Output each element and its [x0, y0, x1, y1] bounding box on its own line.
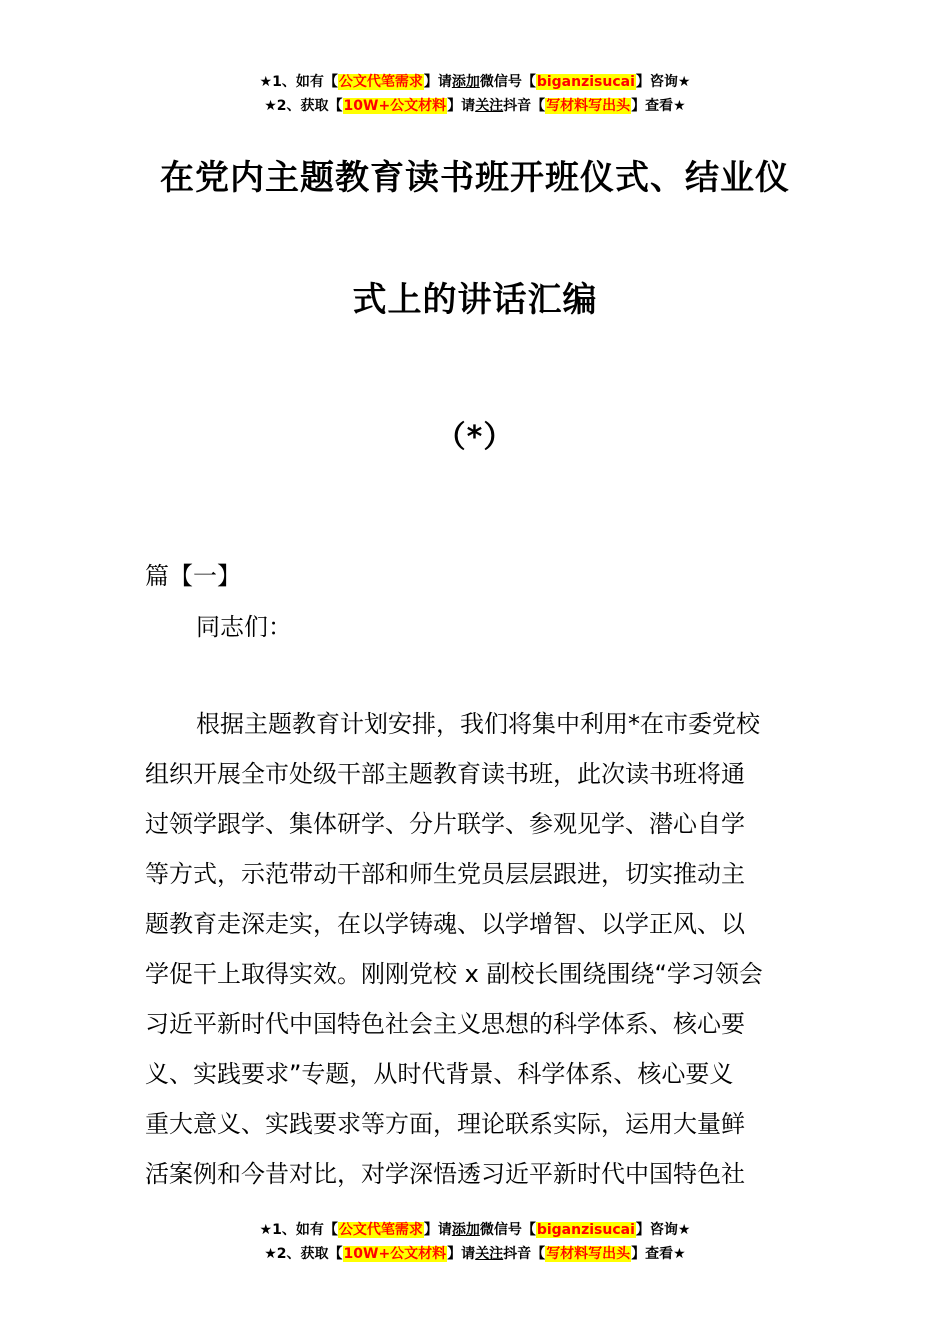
promo-highlight: 写材料写出头 [546, 98, 631, 114]
promo-highlight: 10W+公文材料 [343, 98, 447, 114]
promo-text: 】请 [447, 1246, 476, 1262]
footer-promo-banner [0, 1218, 950, 1266]
promo-highlight: biganzisucai [536, 1222, 635, 1238]
promo-underline: 关注 [475, 1246, 504, 1262]
promo-text: 】查看★ [631, 98, 686, 114]
document-title-line-2: 式上的讲话汇编 [352, 280, 598, 320]
promo-text: 】咨询★ [635, 1222, 691, 1238]
promo-text: 微信号【 [479, 74, 536, 90]
paragraph-line: 等方式，示范带动干部和师生党员层层跟进，切实推动主 [145, 860, 745, 888]
promo-highlight: 公文代笔需求 [338, 1222, 423, 1238]
promo-line-1 [0, 70, 950, 94]
paragraph-line: 学促干上取得实效。刚刚党校 x 副校长围绕围绕“学习领会 [145, 960, 763, 988]
document-title-line-1: 在党内主题教育读书班开班仪式、结业仪 [160, 158, 790, 198]
paragraph-line: 组织开展全市处级干部主题教育读书班，此次读书班将通 [145, 760, 745, 788]
promo-highlight: biganzisucai [536, 74, 635, 90]
paragraph-line: 过领学跟学、集体研学、分片联学、参观见学、潜心自学 [145, 810, 745, 838]
section-heading: 篇【一】 [145, 562, 241, 590]
promo-text: ★1、如有【 [259, 1222, 338, 1238]
promo-line-2 [0, 1242, 950, 1266]
promo-line-2 [0, 94, 950, 118]
promo-text: 】查看★ [631, 1246, 686, 1262]
promo-text: 抖音【 [503, 1246, 546, 1262]
paragraph-line: 根据主题教育计划安排，我们将集中利用*在市委党校 [196, 710, 760, 738]
body-paragraph [145, 704, 805, 1204]
promo-highlight: 公文代笔需求 [338, 74, 423, 90]
promo-line-1 [0, 1218, 950, 1242]
paragraph-line: 习近平新时代中国特色社会主义思想的科学体系、核心要 [145, 1010, 745, 1038]
paragraph-line: 重大意义、实践要求等方面，理论联系实际，运用大量鲜 [145, 1110, 745, 1138]
promo-text: 】咨询★ [635, 74, 691, 90]
promo-underline: 添加 [451, 74, 480, 90]
greeting: 同志们： [196, 613, 292, 641]
promo-highlight: 10W+公文材料 [343, 1246, 447, 1262]
promo-text: 抖音【 [503, 98, 546, 114]
promo-highlight: 写材料写出头 [546, 1246, 631, 1262]
promo-underline: 添加 [451, 1222, 480, 1238]
promo-text: 】请 [447, 98, 476, 114]
promo-text: 】请 [423, 1222, 452, 1238]
promo-text: ★2、获取【 [264, 1246, 343, 1262]
promo-text: 】请 [423, 74, 452, 90]
promo-underline: 关注 [475, 98, 504, 114]
promo-text: ★1、如有【 [259, 74, 338, 90]
paragraph-line: 活案例和今昔对比，对学深悟透习近平新时代中国特色社 [145, 1160, 745, 1188]
header-promo-banner [0, 70, 950, 118]
promo-text: 微信号【 [479, 1222, 536, 1238]
document-title-line-3: （*） [435, 420, 515, 455]
paragraph-line: 题教育走深走实，在以学铸魂、以学增智、以学正风、以 [145, 910, 745, 938]
promo-text: ★2、获取【 [264, 98, 343, 114]
paragraph-line: 义、实践要求”专题，从时代背景、科学体系、核心要义 [145, 1060, 734, 1088]
